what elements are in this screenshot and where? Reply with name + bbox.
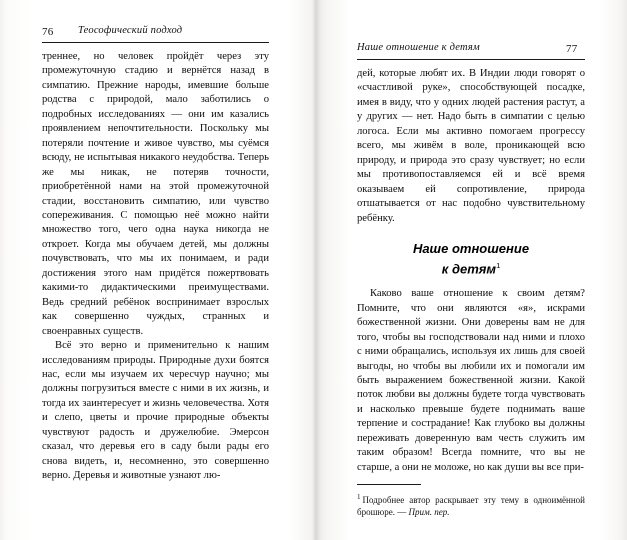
section-heading-line-1: Наше отношение bbox=[412, 240, 530, 256]
right-page bbox=[314, 0, 627, 540]
left-page-folio: 76 bbox=[42, 26, 54, 38]
footnote-area bbox=[357, 484, 585, 519]
left-page-body bbox=[42, 50, 269, 484]
right-page-header-rule bbox=[357, 59, 585, 60]
left-page bbox=[0, 0, 313, 540]
right-page-running-head: Наше отношение к детям bbox=[357, 42, 480, 53]
footnote bbox=[357, 491, 585, 519]
section-heading-line-2: к детям bbox=[441, 261, 497, 277]
footnote-attribution: Прим. пер. bbox=[408, 507, 450, 518]
footnote-separator-rule bbox=[357, 484, 421, 485]
right-page-body bbox=[357, 67, 585, 475]
paragraph: Всё это верно и применительно к нашим исследованиям природы. Природные духи боятся нас, если мы изучаем их чересчур научно; мы должны погрузиться вместе с ними в их жизнь, и тогда их заинтересует и жизнь человечества. Хотя и слепо, цветы и прочие природные объекты чувствуют радость и дружелюбие. Эмерсон сказал, что деревья его в саду были рады его снова видеть, и, несомненно, это совершенно верно. Деревья и животные узнают лю- bbox=[42, 340, 269, 482]
section-heading-footnote-marker: 1 bbox=[496, 260, 501, 270]
paragraph: дей, которые любят их. В Индии люди говорят о «счастливой руке», способствующей посадке, имея в виду, что у одних людей растения растут, а у других — нет. Надо быть в симпатии с целью логоса. Если мы активно помогаем прогрессу всего, мы живём в воле, проникающей всю природу, и природа это сразу чувствует; но если мы противопоставляемся ей и всё время оказываем ей сопротивление, природа отшатывается от нас подобно чувствительному ребёнку. bbox=[357, 68, 585, 224]
paragraph: Каково ваше отношение к своим детям? Помните, что они являются «я», искрами божественной жизни. Они доверены вам не для того, чтобы вы господствовали над ними и плохо с ними обращались, используя их лишь для своей выгоды, но чтобы вы любили их и помогали им быть выражением божественной жизни. Какой поток любви вы должны будете тогда чувствовать и насколько превыше будете поднимать ваше терпение и сострадание! Как глубоко вы должны переживать доверенную вам честь служить им таким образом! Всегда помните, что вы не старше, а они не моложе, но как души вы все при- bbox=[357, 288, 585, 473]
paragraph: треннее, но человек пройдёт через эту промежуточную стадию и вернётся назад в симпатию. Прежние народы, имевшие больше родства с природой, мало заботились о подробных исследованиях — они им казались проявлением непочтительности. Поскольку мы потеряли почтение и живое чувство, мы суёмся всюду, не испытывая никакого неудобства. Теперь же мы никак, не потеряв точности, приобретённой нами на этой промежуточной стадии, восстановить симпатию, или чувство сопереживания. С помощью неё можно найти множество того, чего одна наука никогда не откроет. Когда мы обучаем детей, мы должны почувствовать, что мы их понимаем, и ради достижения этого нам придётся пожертвовать какими-то дидактическими преимуществами. Ведь средний ребёнок воспринимает взрослых как совершенно чуждых, странных и своенравных существ. bbox=[42, 51, 269, 337]
left-page-header-rule bbox=[42, 42, 269, 43]
section-heading bbox=[357, 240, 585, 277]
right-page-folio: 77 bbox=[566, 43, 578, 55]
footnote-text: Подробнее автор раскрывает эту тему в одноимённой брошюре. — bbox=[357, 495, 585, 518]
footnote-marker: 1 bbox=[357, 493, 361, 501]
left-page-running-head: Теософический подход bbox=[78, 25, 183, 36]
